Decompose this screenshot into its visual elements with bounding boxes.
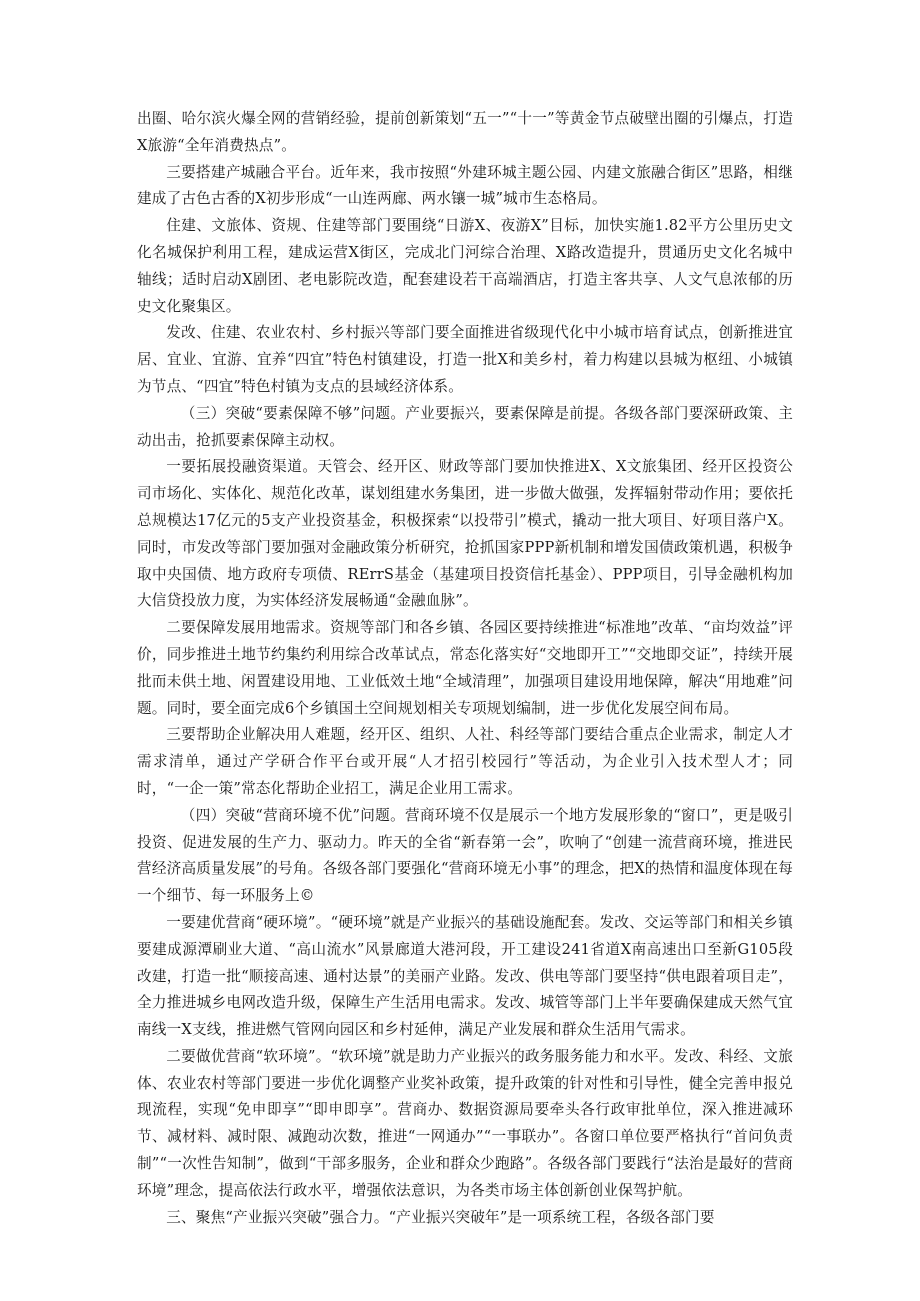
section-heading-4: （四）突破“营商环境不优”问题。营商环境不仅是展示一个地方发展形象的“窗口”，更是吸引投资、促进发展的生产力、驱动力。昨天的全省“新春第一会”，吹响了“创建一流营商环境，推进民营经济高质量发展”的号角。各级各部门要强化“营商环境无小事”的理念，把X的热情和温度体现在每一个细节、每一环服务上© <box>137 806 793 905</box>
paragraph-10: 一要建优营商“硬环境”。“硬环境”就是产业振兴的基础设施配套。发改、交运等部门和相关乡镇要建成源潭刷业大道、“高山流水”风景廊道大港河段，开工建设241省道X南高速出口至新G105段改建，打造一批“顺接高速、通村达景”的美丽产业路。发改、供电等部门要坚持“供电跟着项目走”，全力推进城乡电网改造升级，保障生产生活用电需求。发改、城管等部门上半年要确保建成天然气宜南线一X支线，推进燃气管网向园区和乡村延伸，满足产业发展和群众生活用气需求。 <box>137 913 793 1039</box>
paragraph-1: 出圈、哈尔滨火爆全网的营销经验，提前创新策划“五一”“十一”等黄金节点破壁出圈的引爆点，打造X旅游“全年消费热点”。 <box>137 110 793 154</box>
document-page <box>137 106 793 1231</box>
paragraph-7: 二要保障发展用地需求。资规等部门和各乡镇、各园区要持续推进“标准地”改革、“亩均效益”评价，同步推进土地节约集约利用综合改革试点，常态化落实好“交地即开工”“交地即交证”，持续开展批而未供土地、闲置建设用地、工业低效土地“全域清理”，加强项目建设用地保障，解决“用地难”问题。同时，要全面完成6个乡镇国土空间规划相关专项规划编制，进一步优化发展空间布局。 <box>137 619 793 717</box>
paragraph-3: 住建、文旅体、资规、住建等部门要围绕“日游X、夜游X”目标，加快实施1.82平方公里历史文化名城保护利用工程，建成运营X街区，完成北门河综合治理、X路改造提升，贯通历史文化名城中轴线；适时启动X剧团、老电影院改造，配套建设若干高端酒店，打造主客共享、人文气息浓郁的历史文化聚集区。 <box>137 217 793 315</box>
paragraph-12: 三、聚焦“产业振兴突破”强合力。“产业振兴突破年”是一项系统工程，各级各部门要 <box>166 1208 715 1226</box>
paragraph-11: 二要做优营商“软环境”。“软环境”就是助力产业振兴的政务服务能力和水平。发改、科经、文旅体、农业农村等部门要进一步优化调整产业奖补政策，提升政策的针对性和引导性，健全完善申报兑现流程，实现“免申即享”“即申即享”。营商办、数据资源局要牵头各行政审批单位，深入推进减环节、减材料、减时限、减跑动次数，推进“一网通办”“一事联办”。各窗口单位要严格执行“首问负责制”“一次性告知制”，做到“干部多服务，企业和群众少跑路”。各级各部门要践行“法治是最好的营商环境”理念，提高依法行政水平，增强依法意识，为各类市场主体创新创业保驾护航。 <box>137 1047 793 1199</box>
section-heading-3: （三）突破“要素保障不够”问题。产业要振兴，要素保障是前提。各级各部门要深研政策、主动出击，抢抓要素保障主动权。 <box>137 404 793 449</box>
paragraph-4: 发改、住建、农业农村、乡村振兴等部门要全面推进省级现代化中小城市培育试点，创新推进宜居、宜业、宜游、宜养“四宜”特色村镇建设，打造一批X和美乡村，着力构建以县城为枢纽、小城镇为节点、“四宜”特色村镇为支点的县域经济体系。 <box>137 324 793 395</box>
paragraph-8: 三要帮助企业解决用人难题，经开区、组织、人社、科经等部门要结合重点企业需求，制定人才需求清单，通过产学研合作平台或开展“人才招引校园行”等活动，为企业引入技术型人才；同时，“一企一策”常态化帮助企业招工，满足企业用工需求。 <box>137 726 793 797</box>
paragraph-2: 三要搭建产城融合平台。近年来，我市按照“外建环城主题公园、内建文旅融合街区”思路，相继建成了古色古香的X初步形成“一山连两廊、两水镶一城”城市生态格局。 <box>137 163 793 208</box>
paragraph-6: 一要拓展投融资渠道。天管会、经开区、财政等部门要加快推进X、X文旅集团、经开区投资公司市场化、实体化、规范化改革，谋划组建水务集团，进一步做大做强，发挥辐射带动作用；要依托总规模达17亿元的5支产业投资基金，积极探索“以投带引”模式，撬动一批大项目、好项目落户X。同时，市发改等部门要加强对金融政策分析研究，抢抓国家PPP新机制和增发国债政策机遇，积极争取中央国债、地方政府专项债、RErrS基金（基建项目投资信托基金）、PPP项目，引导金融机构加大信贷投放力度，为实体经济发展畅通“金融血脉”。 <box>137 458 793 610</box>
